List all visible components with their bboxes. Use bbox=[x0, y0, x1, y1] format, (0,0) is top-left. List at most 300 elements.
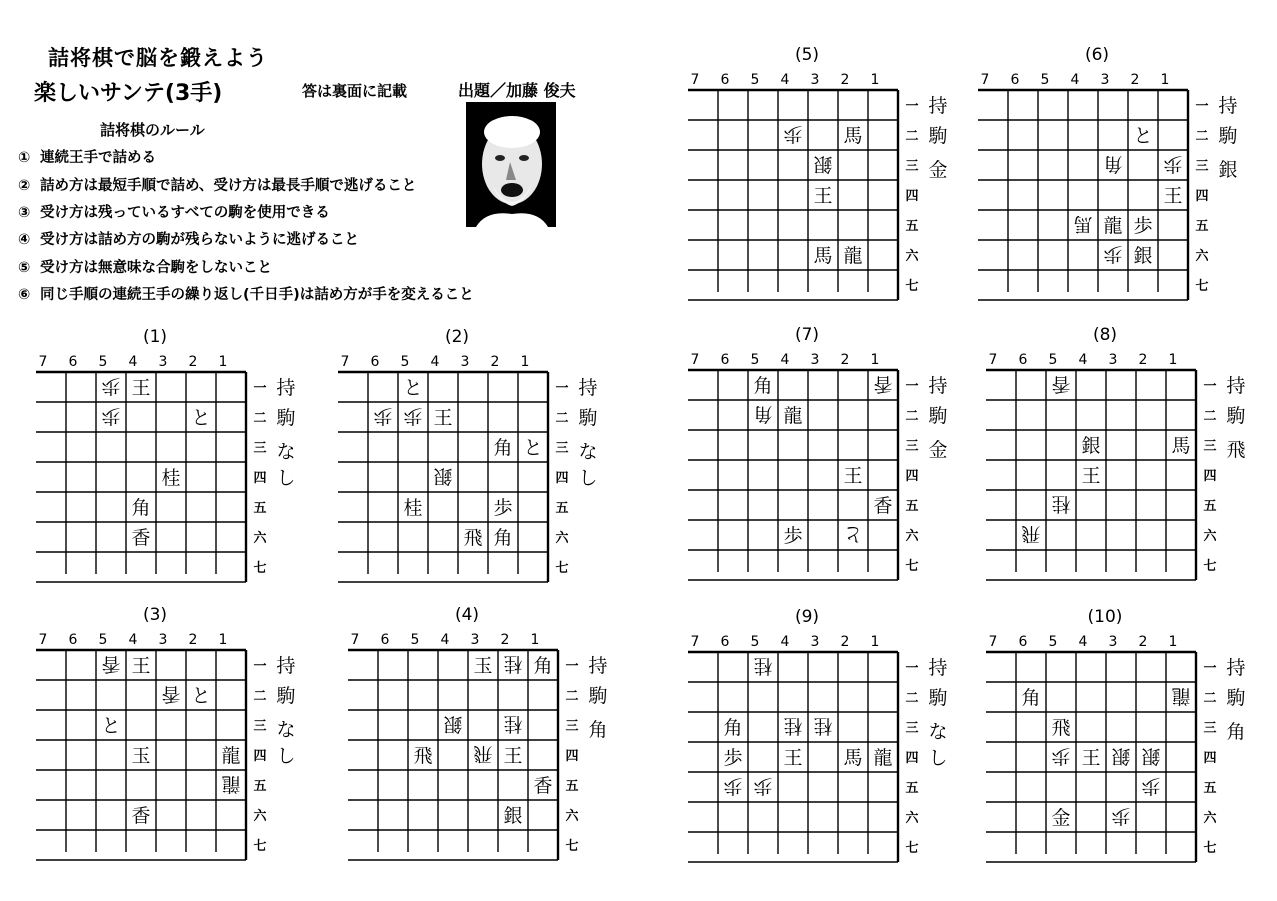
attacker-piece: 角 bbox=[1021, 687, 1041, 709]
attacker-piece: 香 bbox=[131, 805, 151, 827]
defender-piece: 銀 bbox=[433, 465, 453, 487]
column-label: 3 bbox=[470, 632, 480, 648]
attacker-piece: 王 bbox=[433, 407, 453, 429]
attacker-piece: 角 bbox=[753, 375, 773, 397]
puzzle-6 bbox=[978, 46, 1238, 310]
row-label: 五 bbox=[905, 781, 919, 796]
defender-piece: 馬 bbox=[1073, 213, 1093, 235]
rule-text: 受け方は残っているすべての駒を使用できる bbox=[40, 205, 330, 221]
column-label: 6 bbox=[68, 632, 78, 648]
row-label: 七 bbox=[555, 561, 569, 576]
column-label: 5 bbox=[750, 72, 760, 88]
hand-pieces: し bbox=[928, 747, 948, 769]
attacker-piece: 銀 bbox=[1133, 245, 1153, 267]
column-label: 1 bbox=[1168, 634, 1178, 650]
attacker-piece: 角 bbox=[493, 527, 513, 549]
row-label: 七 bbox=[1195, 279, 1209, 294]
defender-piece: 歩 bbox=[783, 123, 803, 145]
attacker-piece: 馬 bbox=[843, 125, 863, 147]
column-label: 1 bbox=[218, 354, 228, 370]
defender-piece: 歩 bbox=[1111, 805, 1131, 827]
row-label: 五 bbox=[1195, 219, 1209, 234]
puzzle-1 bbox=[36, 328, 296, 592]
row-label: 二 bbox=[555, 411, 569, 426]
column-label: 4 bbox=[440, 632, 450, 648]
row-label: 四 bbox=[905, 751, 919, 766]
attacker-piece: 角 bbox=[493, 437, 513, 459]
defender-piece: 桂 bbox=[813, 715, 833, 737]
puzzle-4 bbox=[348, 606, 608, 870]
defender-piece: 歩 bbox=[723, 775, 743, 797]
defender-piece: 桂 bbox=[503, 713, 523, 735]
column-label: 5 bbox=[98, 354, 108, 370]
column-label: 5 bbox=[1048, 352, 1058, 368]
row-label: 一 bbox=[905, 99, 919, 114]
column-label: 5 bbox=[750, 352, 760, 368]
row-label: 五 bbox=[253, 779, 267, 794]
hand-pieces: 銀 bbox=[1218, 159, 1238, 181]
column-label: 3 bbox=[1100, 72, 1110, 88]
row-label: 一 bbox=[1203, 379, 1217, 394]
column-label: 2 bbox=[188, 632, 198, 648]
hand-label: 持 bbox=[276, 377, 296, 399]
row-label: 二 bbox=[253, 411, 267, 426]
attacker-piece: 角 bbox=[131, 497, 151, 519]
row-label: 五 bbox=[555, 501, 569, 516]
shogi-board bbox=[986, 326, 1246, 590]
hand-label: 駒 bbox=[588, 685, 608, 707]
attacker-piece: 角 bbox=[723, 717, 743, 739]
attacker-piece: 王 bbox=[503, 745, 523, 767]
column-label: 1 bbox=[1168, 352, 1178, 368]
hand-pieces: 金 bbox=[928, 159, 948, 181]
row-label: 六 bbox=[565, 809, 579, 824]
attacker-piece: 玉 bbox=[131, 745, 151, 767]
column-label: 3 bbox=[158, 354, 168, 370]
row-label: 一 bbox=[253, 381, 267, 396]
shogi-board bbox=[36, 328, 296, 592]
attacker-piece: 龍 bbox=[873, 747, 893, 769]
row-label: 三 bbox=[905, 721, 919, 736]
defender-piece: と bbox=[843, 523, 863, 545]
row-label: 四 bbox=[253, 749, 267, 764]
attacker-piece: 歩 bbox=[1133, 215, 1153, 237]
row-label: 六 bbox=[555, 531, 569, 546]
row-label: 一 bbox=[1195, 99, 1209, 114]
row-label: 四 bbox=[1203, 469, 1217, 484]
column-label: 3 bbox=[810, 72, 820, 88]
rule-text: 同じ手順の連続王手の繰り返し(千日手)は詰め方が手を変えること bbox=[40, 287, 474, 303]
row-label: 三 bbox=[1203, 721, 1217, 736]
rule-text: 受け方は詰め方の駒が残らないように逃げること bbox=[40, 232, 359, 248]
puzzle-10 bbox=[986, 608, 1246, 872]
attacker-piece: 歩 bbox=[783, 525, 803, 547]
column-label: 4 bbox=[1070, 72, 1080, 88]
attacker-piece: 歩 bbox=[493, 497, 513, 519]
row-label: 三 bbox=[1203, 439, 1217, 454]
attacker-piece: 玉 bbox=[473, 655, 493, 677]
row-label: 二 bbox=[905, 409, 919, 424]
hand-pieces: な bbox=[276, 441, 296, 463]
row-label: 六 bbox=[253, 809, 267, 824]
answer-note: 答は裏面に記載 bbox=[302, 82, 408, 100]
puzzle-number: (8) bbox=[1092, 325, 1118, 345]
defender-piece: 龍 bbox=[221, 773, 241, 795]
column-label: 5 bbox=[410, 632, 420, 648]
attacker-piece: と bbox=[523, 437, 543, 459]
hand-pieces: 角 bbox=[588, 719, 608, 741]
rule-text: 受け方は無意味な合駒をしないこと bbox=[40, 260, 272, 276]
defender-piece: 銀 bbox=[443, 713, 463, 735]
row-label: 五 bbox=[1203, 499, 1217, 514]
hand-label: 持 bbox=[276, 655, 296, 677]
column-label: 7 bbox=[340, 354, 350, 370]
attacker-piece: と bbox=[403, 377, 423, 399]
row-label: 七 bbox=[253, 839, 267, 854]
row-label: 六 bbox=[1203, 529, 1217, 544]
column-label: 4 bbox=[780, 352, 790, 368]
puzzle-number: (5) bbox=[794, 45, 820, 65]
hand-label: 駒 bbox=[928, 687, 948, 709]
puzzle-number: (4) bbox=[454, 605, 480, 625]
column-label: 3 bbox=[1108, 352, 1118, 368]
row-label: 七 bbox=[905, 279, 919, 294]
column-label: 7 bbox=[988, 634, 998, 650]
column-label: 2 bbox=[500, 632, 510, 648]
column-label: 2 bbox=[840, 72, 850, 88]
attacker-piece: 香 bbox=[873, 495, 893, 517]
column-label: 4 bbox=[128, 354, 138, 370]
attacker-piece: 飛 bbox=[1051, 717, 1071, 739]
page-subtitle: 楽しいサンテ(3手) bbox=[34, 81, 223, 106]
rule-number: ⑤ bbox=[18, 260, 31, 276]
defender-piece: 龍 bbox=[1171, 685, 1191, 707]
row-label: 七 bbox=[253, 561, 267, 576]
defender-piece: 銀 bbox=[1141, 745, 1161, 767]
column-label: 6 bbox=[1010, 72, 1020, 88]
column-label: 3 bbox=[158, 632, 168, 648]
hand-label: 持 bbox=[1218, 95, 1238, 117]
author-credit: 出題／加藤 俊夫 bbox=[458, 81, 576, 100]
hand-pieces: し bbox=[578, 467, 598, 489]
rule-text: 連続王手で詰める bbox=[40, 150, 156, 166]
row-label: 四 bbox=[253, 471, 267, 486]
row-label: 四 bbox=[905, 189, 919, 204]
column-label: 5 bbox=[400, 354, 410, 370]
column-label: 1 bbox=[870, 634, 880, 650]
defender-piece: 歩 bbox=[1051, 745, 1071, 767]
row-label: 三 bbox=[253, 719, 267, 734]
puzzle-number: (3) bbox=[142, 605, 168, 625]
row-label: 五 bbox=[905, 219, 919, 234]
column-label: 5 bbox=[1048, 634, 1058, 650]
attacker-piece: 馬 bbox=[1171, 435, 1191, 457]
column-label: 1 bbox=[520, 354, 530, 370]
row-label: 三 bbox=[555, 441, 569, 456]
hand-label: 駒 bbox=[276, 407, 296, 429]
puzzle-number: (10) bbox=[1087, 607, 1123, 627]
attacker-piece: 銀 bbox=[1081, 435, 1101, 457]
row-label: 一 bbox=[253, 659, 267, 674]
defender-piece: 桂 bbox=[1051, 493, 1071, 515]
puzzle-number: (6) bbox=[1084, 45, 1110, 65]
column-label: 1 bbox=[870, 352, 880, 368]
rule-number: ⑥ bbox=[18, 287, 31, 303]
row-label: 四 bbox=[905, 469, 919, 484]
row-label: 七 bbox=[1203, 559, 1217, 574]
row-label: 二 bbox=[565, 689, 579, 704]
row-label: 二 bbox=[253, 689, 267, 704]
row-label: 六 bbox=[253, 531, 267, 546]
row-label: 五 bbox=[565, 779, 579, 794]
attacker-piece: 歩 bbox=[723, 747, 743, 769]
defender-piece: 歩 bbox=[101, 375, 121, 397]
attacker-piece: 龍 bbox=[221, 745, 241, 767]
attacker-piece: 王 bbox=[843, 465, 863, 487]
row-label: 三 bbox=[905, 159, 919, 174]
rule-item bbox=[18, 146, 156, 167]
attacker-piece: 飛 bbox=[463, 527, 483, 549]
row-label: 二 bbox=[905, 691, 919, 706]
defender-piece: 角 bbox=[753, 403, 773, 425]
shogi-board bbox=[348, 606, 608, 870]
column-label: 7 bbox=[38, 354, 48, 370]
rule-item bbox=[18, 201, 330, 222]
shogi-board bbox=[688, 608, 948, 872]
rule-number: ③ bbox=[18, 205, 31, 221]
attacker-piece: 香 bbox=[131, 527, 151, 549]
row-label: 六 bbox=[905, 529, 919, 544]
column-label: 7 bbox=[38, 632, 48, 648]
column-label: 4 bbox=[1078, 352, 1088, 368]
attacker-piece: と bbox=[191, 685, 211, 707]
hand-label: 駒 bbox=[578, 407, 598, 429]
row-label: 四 bbox=[1203, 751, 1217, 766]
row-label: 三 bbox=[1195, 159, 1209, 174]
hand-label: 持 bbox=[1226, 657, 1246, 679]
row-label: 七 bbox=[1203, 841, 1217, 856]
attacker-piece: 銀 bbox=[503, 805, 523, 827]
column-label: 6 bbox=[370, 354, 380, 370]
row-label: 六 bbox=[1195, 249, 1209, 264]
attacker-piece: 馬 bbox=[813, 245, 833, 267]
shogi-board bbox=[338, 328, 598, 592]
defender-piece: 桂 bbox=[503, 653, 523, 675]
puzzle-9 bbox=[688, 608, 948, 872]
defender-piece: 香 bbox=[873, 373, 893, 395]
rule-number: ② bbox=[18, 178, 31, 194]
attacker-piece: 馬 bbox=[843, 747, 863, 769]
row-label: 六 bbox=[1203, 811, 1217, 826]
defender-piece: 銀 bbox=[813, 153, 833, 175]
rules-heading: 詰将棋のルール bbox=[100, 121, 205, 139]
hand-label: 持 bbox=[578, 377, 598, 399]
row-label: 一 bbox=[565, 659, 579, 674]
attacker-piece: 王 bbox=[1081, 747, 1101, 769]
row-label: 五 bbox=[1203, 781, 1217, 796]
rule-item bbox=[18, 174, 416, 195]
rule-item bbox=[18, 256, 272, 277]
row-label: 四 bbox=[565, 749, 579, 764]
defender-piece: 香 bbox=[101, 653, 121, 675]
attacker-piece: と bbox=[191, 407, 211, 429]
column-label: 2 bbox=[188, 354, 198, 370]
attacker-piece: 飛 bbox=[413, 745, 433, 767]
column-label: 7 bbox=[690, 634, 700, 650]
row-label: 六 bbox=[905, 811, 919, 826]
row-label: 六 bbox=[905, 249, 919, 264]
column-label: 3 bbox=[460, 354, 470, 370]
row-label: 三 bbox=[253, 441, 267, 456]
column-label: 1 bbox=[1160, 72, 1170, 88]
row-label: 一 bbox=[555, 381, 569, 396]
hand-label: 駒 bbox=[928, 405, 948, 427]
attacker-piece: 桂 bbox=[161, 467, 181, 489]
attacker-piece: 王 bbox=[813, 185, 833, 207]
column-label: 5 bbox=[750, 634, 760, 650]
column-label: 2 bbox=[490, 354, 500, 370]
puzzle-number: (2) bbox=[444, 327, 470, 347]
hand-pieces: し bbox=[276, 745, 296, 767]
defender-piece: 歩 bbox=[403, 405, 423, 427]
hand-pieces: 飛 bbox=[1226, 439, 1246, 461]
defender-piece: 桂 bbox=[783, 715, 803, 737]
column-label: 6 bbox=[720, 72, 730, 88]
column-label: 4 bbox=[780, 72, 790, 88]
row-label: 五 bbox=[253, 501, 267, 516]
column-label: 1 bbox=[870, 72, 880, 88]
shogi-board bbox=[986, 608, 1246, 872]
shogi-board bbox=[688, 326, 948, 590]
defender-piece: 歩 bbox=[373, 405, 393, 427]
column-label: 6 bbox=[68, 354, 78, 370]
rule-item bbox=[18, 228, 359, 249]
hand-pieces: 金 bbox=[928, 439, 948, 461]
column-label: 6 bbox=[1018, 634, 1028, 650]
column-label: 4 bbox=[128, 632, 138, 648]
row-label: 七 bbox=[905, 841, 919, 856]
row-label: 三 bbox=[905, 439, 919, 454]
defender-piece: 香 bbox=[1051, 373, 1071, 395]
row-label: 四 bbox=[555, 471, 569, 486]
hand-pieces: な bbox=[578, 441, 598, 463]
puzzle-number: (1) bbox=[142, 327, 168, 347]
column-label: 6 bbox=[1018, 352, 1028, 368]
hand-label: 持 bbox=[928, 375, 948, 397]
hand-pieces: な bbox=[276, 719, 296, 741]
column-label: 4 bbox=[430, 354, 440, 370]
attacker-piece: 龍 bbox=[1103, 215, 1123, 237]
rule-text: 詰め方は最短手順で詰め、受け方は最長手順で逃げること bbox=[40, 178, 417, 194]
attacker-piece: 王 bbox=[1081, 465, 1101, 487]
hand-label: 駒 bbox=[1226, 405, 1246, 427]
defender-piece: 歩 bbox=[753, 775, 773, 797]
attacker-piece: 王 bbox=[131, 377, 151, 399]
column-label: 2 bbox=[1130, 72, 1140, 88]
row-label: 七 bbox=[905, 559, 919, 574]
puzzle-number: (9) bbox=[794, 607, 820, 627]
hand-label: 持 bbox=[1226, 375, 1246, 397]
defender-piece: 飛 bbox=[473, 743, 493, 765]
puzzle-3 bbox=[36, 606, 296, 870]
column-label: 7 bbox=[690, 72, 700, 88]
row-label: 二 bbox=[905, 129, 919, 144]
puzzle-2 bbox=[338, 328, 598, 592]
column-label: 4 bbox=[780, 634, 790, 650]
hand-label: 駒 bbox=[1226, 687, 1246, 709]
column-label: 6 bbox=[380, 632, 390, 648]
defender-piece: 銀 bbox=[1111, 745, 1131, 767]
row-label: 三 bbox=[565, 719, 579, 734]
hand-label: 駒 bbox=[1218, 125, 1238, 147]
shogi-board bbox=[36, 606, 296, 870]
hand-pieces: し bbox=[276, 467, 296, 489]
hand-label: 持 bbox=[928, 95, 948, 117]
puzzle-8 bbox=[986, 326, 1246, 590]
attacker-piece: と bbox=[1133, 125, 1153, 147]
row-label: 一 bbox=[1203, 661, 1217, 676]
hand-pieces: 角 bbox=[1226, 721, 1246, 743]
hand-label: 持 bbox=[928, 657, 948, 679]
attacker-piece: 龍 bbox=[783, 405, 803, 427]
attacker-piece: 桂 bbox=[403, 497, 423, 519]
column-label: 2 bbox=[840, 352, 850, 368]
column-label: 6 bbox=[720, 634, 730, 650]
column-label: 2 bbox=[840, 634, 850, 650]
defender-piece: 飛 bbox=[1021, 523, 1041, 545]
attacker-piece: 龍 bbox=[843, 245, 863, 267]
rule-number: ① bbox=[18, 150, 31, 166]
author-photo bbox=[466, 102, 556, 227]
puzzle-number: (7) bbox=[794, 325, 820, 345]
puzzle-7 bbox=[688, 326, 948, 590]
hand-pieces: な bbox=[928, 721, 948, 743]
column-label: 2 bbox=[1138, 634, 1148, 650]
column-label: 7 bbox=[690, 352, 700, 368]
row-label: 二 bbox=[1203, 409, 1217, 424]
column-label: 6 bbox=[720, 352, 730, 368]
column-label: 5 bbox=[98, 632, 108, 648]
hand-label: 駒 bbox=[928, 125, 948, 147]
attacker-piece: 金 bbox=[1051, 807, 1071, 829]
column-label: 5 bbox=[1040, 72, 1050, 88]
attacker-piece: 王 bbox=[131, 655, 151, 677]
defender-piece: 歩 bbox=[101, 405, 121, 427]
row-label: 二 bbox=[1195, 129, 1209, 144]
attacker-piece: 角 bbox=[533, 655, 553, 677]
column-label: 2 bbox=[1138, 352, 1148, 368]
row-label: 七 bbox=[565, 839, 579, 854]
column-label: 1 bbox=[218, 632, 228, 648]
defender-piece: 歩 bbox=[1103, 243, 1123, 265]
column-label: 3 bbox=[810, 352, 820, 368]
column-label: 4 bbox=[1078, 634, 1088, 650]
puzzle-5 bbox=[688, 46, 948, 310]
row-label: 二 bbox=[1203, 691, 1217, 706]
row-label: 四 bbox=[1195, 189, 1209, 204]
defender-piece: 歩 bbox=[1141, 775, 1161, 797]
attacker-piece: と bbox=[101, 715, 121, 737]
column-label: 3 bbox=[810, 634, 820, 650]
column-label: 7 bbox=[350, 632, 360, 648]
rule-item bbox=[18, 283, 474, 304]
column-label: 7 bbox=[980, 72, 990, 88]
shogi-board bbox=[688, 46, 948, 310]
rule-number: ④ bbox=[18, 232, 31, 248]
page-title: 詰将棋で脳を鍛えよう bbox=[48, 46, 268, 70]
attacker-piece: 香 bbox=[533, 775, 553, 797]
column-label: 1 bbox=[530, 632, 540, 648]
